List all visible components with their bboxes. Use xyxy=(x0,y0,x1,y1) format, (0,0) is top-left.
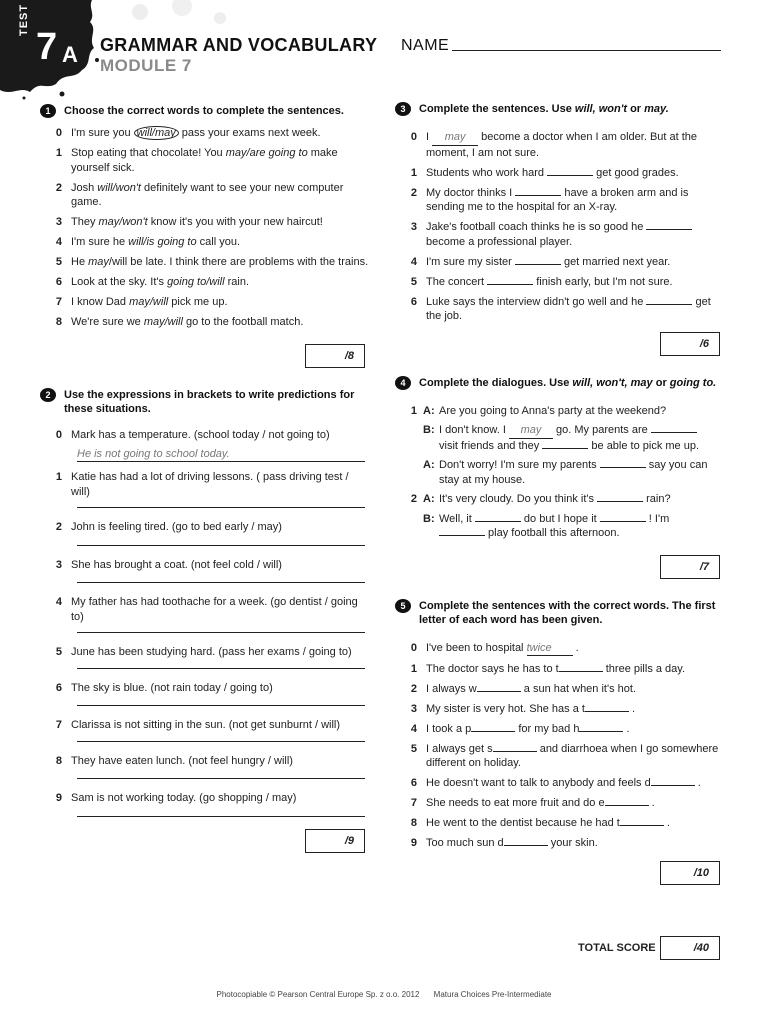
exercise-number-badge: 5 xyxy=(395,599,411,613)
example-answer: He is not going to school today. xyxy=(77,447,365,462)
item-number: 5 xyxy=(55,646,62,658)
item-number: 3 xyxy=(55,558,62,571)
list-item xyxy=(40,126,370,141)
item-text: I always w a sun hat when it's hot. xyxy=(426,682,636,695)
list-item xyxy=(395,255,725,270)
answer-line[interactable] xyxy=(77,537,365,546)
grunge-texture xyxy=(100,0,240,30)
exercise-number-badge: 1 xyxy=(40,104,56,118)
item-text: I'm sure my sister get married next year. xyxy=(426,255,671,268)
exercise-instruction: Use the expressions in brackets to write predictions for these situations. xyxy=(64,388,355,415)
word-choice[interactable]: will/won't xyxy=(97,181,141,194)
exercise-number-badge: 4 xyxy=(395,376,411,390)
example-answer: twice xyxy=(527,641,573,657)
score-box[interactable]: /10 xyxy=(660,861,720,885)
item-text: They have eaten lunch. (not feel hungry / will) xyxy=(71,754,293,767)
answer-gap[interactable] xyxy=(542,448,588,449)
answer-gap[interactable] xyxy=(475,521,521,522)
item-number: 2 xyxy=(55,521,62,533)
item-text: He went to the dentist because he had t . xyxy=(426,817,670,829)
answer-gap[interactable] xyxy=(477,691,521,692)
test-letter: A xyxy=(62,42,78,67)
item-number: 6 xyxy=(55,681,62,694)
answer-gap[interactable] xyxy=(515,264,561,265)
list-item xyxy=(395,722,725,737)
exercise-1-score-wrap xyxy=(305,344,370,368)
item-text: He may/will be late. I think there are problems with the trains. xyxy=(71,256,369,268)
item-text: Sam is not working today. (go shopping / may) xyxy=(71,792,297,804)
exercise-3 xyxy=(395,102,725,356)
exercise-2-items xyxy=(40,428,370,817)
list-item xyxy=(40,255,370,270)
item-text: Josh will/won't definitely want to see your new computer game. xyxy=(71,181,344,208)
item-text: Luke says the interview didn't go well and he get the job. xyxy=(426,295,711,322)
score-box[interactable]: /6 xyxy=(660,332,720,356)
item-number: 7 xyxy=(55,296,62,308)
item-text: Too much sun d your skin. xyxy=(426,837,598,849)
item-number: 6 xyxy=(410,777,417,789)
answer-gap[interactable] xyxy=(605,805,649,806)
list-item xyxy=(40,215,370,230)
item-number: 1 xyxy=(55,471,62,483)
total-score-wrap xyxy=(660,936,720,960)
page-title: GRAMMAR AND VOCABULARY xyxy=(100,35,378,55)
answer-line[interactable] xyxy=(77,808,365,817)
total-score-box[interactable]: /40 xyxy=(660,936,720,960)
example-item: 0 I've been to hospital twice . xyxy=(395,641,725,657)
answer-gap[interactable] xyxy=(600,467,646,468)
answer-gap[interactable] xyxy=(504,845,548,846)
answer-gap[interactable] xyxy=(620,825,664,826)
test-number: 7 xyxy=(36,26,58,68)
list-item xyxy=(40,645,370,660)
item-text: I took a p for my bad h . xyxy=(426,722,630,735)
list-item xyxy=(40,235,370,250)
item-text: My sister is very hot. She has a t . xyxy=(426,702,636,715)
item-number: 3 xyxy=(55,216,62,228)
exercise-instruction: Complete the dialogues. Use will, won't, may or going to. xyxy=(419,376,717,389)
dialogue-line: 1 A: Are you going to Anna's party at the weekend? xyxy=(410,404,667,417)
list-item xyxy=(395,295,725,324)
answer-gap[interactable] xyxy=(600,521,646,522)
exercise-5-score-wrap xyxy=(660,861,725,885)
answer-line[interactable] xyxy=(77,501,365,508)
exercise-number-badge: 2 xyxy=(40,388,56,402)
score-box[interactable]: /8 xyxy=(305,344,365,368)
item-number: 5 xyxy=(410,275,417,288)
exercise-2-list xyxy=(40,470,370,817)
item-text: My father has had toothache for a week. (go dentist / going to) xyxy=(71,596,358,623)
exercise-5-items xyxy=(395,641,725,851)
dialogue-line: B: Well, it do but I hope it ! I'm play football this afternoon. xyxy=(423,512,670,539)
exercise-4-items xyxy=(395,404,725,541)
item-number: 9 xyxy=(410,837,417,849)
exercise-1 xyxy=(40,104,370,368)
list-item xyxy=(395,220,725,249)
exercise-instruction: Choose the correct words to complete the sentences. xyxy=(64,105,344,117)
exercise-3-heading xyxy=(395,102,725,116)
exercise-2-heading xyxy=(40,388,370,416)
exercise-instruction: Complete the sentences. Use will, won't or may. xyxy=(419,103,669,115)
item-text: The concert finish early, but I'm not sure. xyxy=(426,275,673,288)
item-number: 8 xyxy=(55,316,62,328)
list-item xyxy=(40,470,370,499)
score-box[interactable]: /9 xyxy=(305,829,365,853)
list-item xyxy=(40,791,370,806)
item-text: She needs to eat more fruit and do e . xyxy=(426,797,655,809)
example-item: 0 Mark has a temperature. (school today / not going to) xyxy=(55,428,330,441)
example-answer: may xyxy=(509,423,553,439)
item-text: She has brought a coat. (not feel cold / will) xyxy=(71,558,282,571)
name-label: NAME xyxy=(401,37,450,54)
answer-gap[interactable] xyxy=(471,731,515,732)
item-number: 9 xyxy=(55,792,62,804)
item-number: 4 xyxy=(410,255,417,268)
item-number: 2 xyxy=(410,186,417,199)
item-text: John is feeling tired. (go to bed early / may) xyxy=(71,521,282,533)
item-text: I always get s and diarrhoea when I go somewhere different on holiday. xyxy=(426,742,719,769)
item-text: The sky is blue. (not rain today / going to) xyxy=(71,681,273,694)
item-text: June has been studying hard. (pass her exams / going to) xyxy=(71,646,352,658)
item-number: 4 xyxy=(410,722,417,735)
name-field[interactable] xyxy=(452,50,721,51)
answer-gap[interactable] xyxy=(547,175,593,176)
exercise-5 xyxy=(395,599,725,885)
list-item xyxy=(395,682,725,697)
item-number: 2 xyxy=(55,181,62,194)
item-number: 4 xyxy=(55,236,62,248)
item-number: 8 xyxy=(55,754,62,767)
dialogue-line: B: I don't know. I may go. My parents are visit friends and they be able to pick me up. xyxy=(423,424,700,452)
item-text: Stop eating that chocolate! You may/are going to make yourself sick. xyxy=(71,147,338,174)
word-choice[interactable]: may/will xyxy=(143,316,183,328)
item-text: I'm sure you will/may pass your exams next week. xyxy=(71,127,321,139)
exercise-5-heading xyxy=(395,599,725,627)
exercise-instruction: Complete the sentences with the correct words. The first letter of each word has been given. xyxy=(419,599,716,626)
item-number: 8 xyxy=(410,817,417,829)
answer-gap[interactable] xyxy=(646,304,692,305)
list-item xyxy=(395,796,725,811)
item-text: My doctor thinks I have a broken arm and is sending me to the hospital for an X-ray. xyxy=(426,186,689,213)
module-subtitle: MODULE 7 xyxy=(100,56,192,75)
list-item xyxy=(40,146,370,175)
item-text: The doctor says he has to t three pills a day. xyxy=(426,662,686,675)
answer-gap[interactable] xyxy=(597,501,643,502)
list-item xyxy=(40,558,370,573)
item-text: Jake's football coach thinks he is so good he become a professional player. xyxy=(426,220,725,249)
item-number: 5 xyxy=(410,742,417,755)
exercise-number-badge: 3 xyxy=(395,102,411,116)
copyright-text: Photocopiable © Pearson Central Europe Sp. z o.o. 2012 xyxy=(216,990,420,999)
item-text: I know Dad may/will pick me up. xyxy=(71,296,228,308)
word-choice[interactable]: may/won't xyxy=(98,216,148,228)
total-score-label: TOTAL SCORE xyxy=(578,942,656,954)
answer-gap[interactable] xyxy=(487,284,533,285)
item-number: 4 xyxy=(55,596,62,608)
test-label: TEST xyxy=(18,3,30,36)
exercise-3-score-wrap xyxy=(660,332,725,356)
list-item xyxy=(40,595,370,624)
list-item xyxy=(40,754,370,769)
list-item xyxy=(395,816,725,831)
right-column xyxy=(395,102,725,885)
item-text: I'm sure he will/is going to call you. xyxy=(71,236,241,248)
item-text: Clarissa is not sitting in the sun. (not get sunburnt / will) xyxy=(71,719,341,731)
item-number: 0 xyxy=(55,127,62,139)
answer-gap[interactable] xyxy=(651,785,695,786)
dialogue-line: A: Don't worry! I'm sure my parents say you can stay at my house. xyxy=(423,459,708,486)
item-number: 1 xyxy=(410,662,417,675)
exercise-1-heading xyxy=(40,104,370,118)
item-number: 3 xyxy=(410,702,417,715)
answer-gap[interactable] xyxy=(493,751,537,752)
exercise-2 xyxy=(40,388,370,853)
list-item xyxy=(395,166,725,181)
answer-line[interactable] xyxy=(77,735,365,742)
word-choice[interactable]: going to/will xyxy=(167,276,225,288)
answer-gap[interactable] xyxy=(559,671,603,672)
list-item xyxy=(40,681,370,696)
exercise-1-items xyxy=(40,126,370,330)
list-item xyxy=(395,275,725,290)
list-item xyxy=(40,520,370,535)
answer-gap[interactable] xyxy=(515,195,561,196)
exercise-4-score-wrap xyxy=(660,555,725,579)
answer-line[interactable] xyxy=(77,662,365,669)
word-choice[interactable]: may/are going to xyxy=(225,147,308,159)
item-text: Look at the sky. It's going to/will rain. xyxy=(71,276,250,288)
answer-line[interactable] xyxy=(77,697,365,706)
item-text: We're sure we may/will go to the football match. xyxy=(71,316,304,328)
item-number: 3 xyxy=(410,221,417,233)
example-answer: may xyxy=(432,130,478,146)
item-number: 7 xyxy=(410,797,417,809)
list-item xyxy=(395,662,725,677)
exercise-3-list xyxy=(395,166,725,324)
exercise-3-items xyxy=(395,130,725,324)
footer xyxy=(0,990,768,999)
dialogue-line: 2 A: It's very cloudy. Do you think it's rain? xyxy=(410,493,671,505)
list-item xyxy=(40,718,370,733)
item-number: 1 xyxy=(410,166,417,179)
list-item xyxy=(395,702,725,717)
answer-gap[interactable] xyxy=(651,432,697,433)
word-choice[interactable]: may xyxy=(88,256,109,268)
list-item xyxy=(40,315,370,330)
list-item xyxy=(40,295,370,310)
exercise-5-list xyxy=(395,662,725,851)
answer-gap[interactable] xyxy=(646,229,692,230)
answer-gap[interactable] xyxy=(439,535,485,536)
example-item: 0 I may become a doctor when I am older. But at the moment, I am not sure. xyxy=(410,131,698,159)
list-item xyxy=(40,181,370,210)
list-item xyxy=(395,742,725,771)
list-item xyxy=(395,836,725,851)
list-item xyxy=(395,776,725,791)
item-number: 1 xyxy=(55,147,62,159)
word-choice[interactable]: will/may xyxy=(134,126,179,140)
item-number: 7 xyxy=(55,719,62,731)
answer-line[interactable] xyxy=(77,770,365,779)
item-number: 6 xyxy=(55,276,62,288)
answer-line[interactable] xyxy=(77,574,365,583)
item-text: He doesn't want to talk to anybody and feels d . xyxy=(426,777,701,789)
left-column xyxy=(40,104,370,853)
item-text: Katie has had a lot of driving lessons. ( pass driving test / will) xyxy=(71,471,349,498)
list-item xyxy=(395,186,725,215)
item-text: Students who work hard get good grades. xyxy=(426,166,679,179)
answer-gap[interactable] xyxy=(579,731,623,732)
list-item xyxy=(40,275,370,290)
item-number: 6 xyxy=(410,295,417,308)
exercise-4 xyxy=(395,376,725,579)
item-text: They may/won't know it's you with your new haircut! xyxy=(71,216,323,228)
exercise-2-score-wrap xyxy=(305,829,370,853)
score-box[interactable]: /7 xyxy=(660,555,720,579)
answer-line[interactable] xyxy=(77,626,365,633)
word-choice[interactable]: will/is going to xyxy=(128,236,197,248)
answer-gap[interactable] xyxy=(585,711,629,712)
item-number: 2 xyxy=(410,682,417,695)
word-choice[interactable]: may/will xyxy=(129,296,169,308)
exercise-4-heading xyxy=(395,376,725,390)
book-title: Matura Choices Pre-Intermediate xyxy=(433,990,552,999)
item-number: 5 xyxy=(55,256,62,268)
